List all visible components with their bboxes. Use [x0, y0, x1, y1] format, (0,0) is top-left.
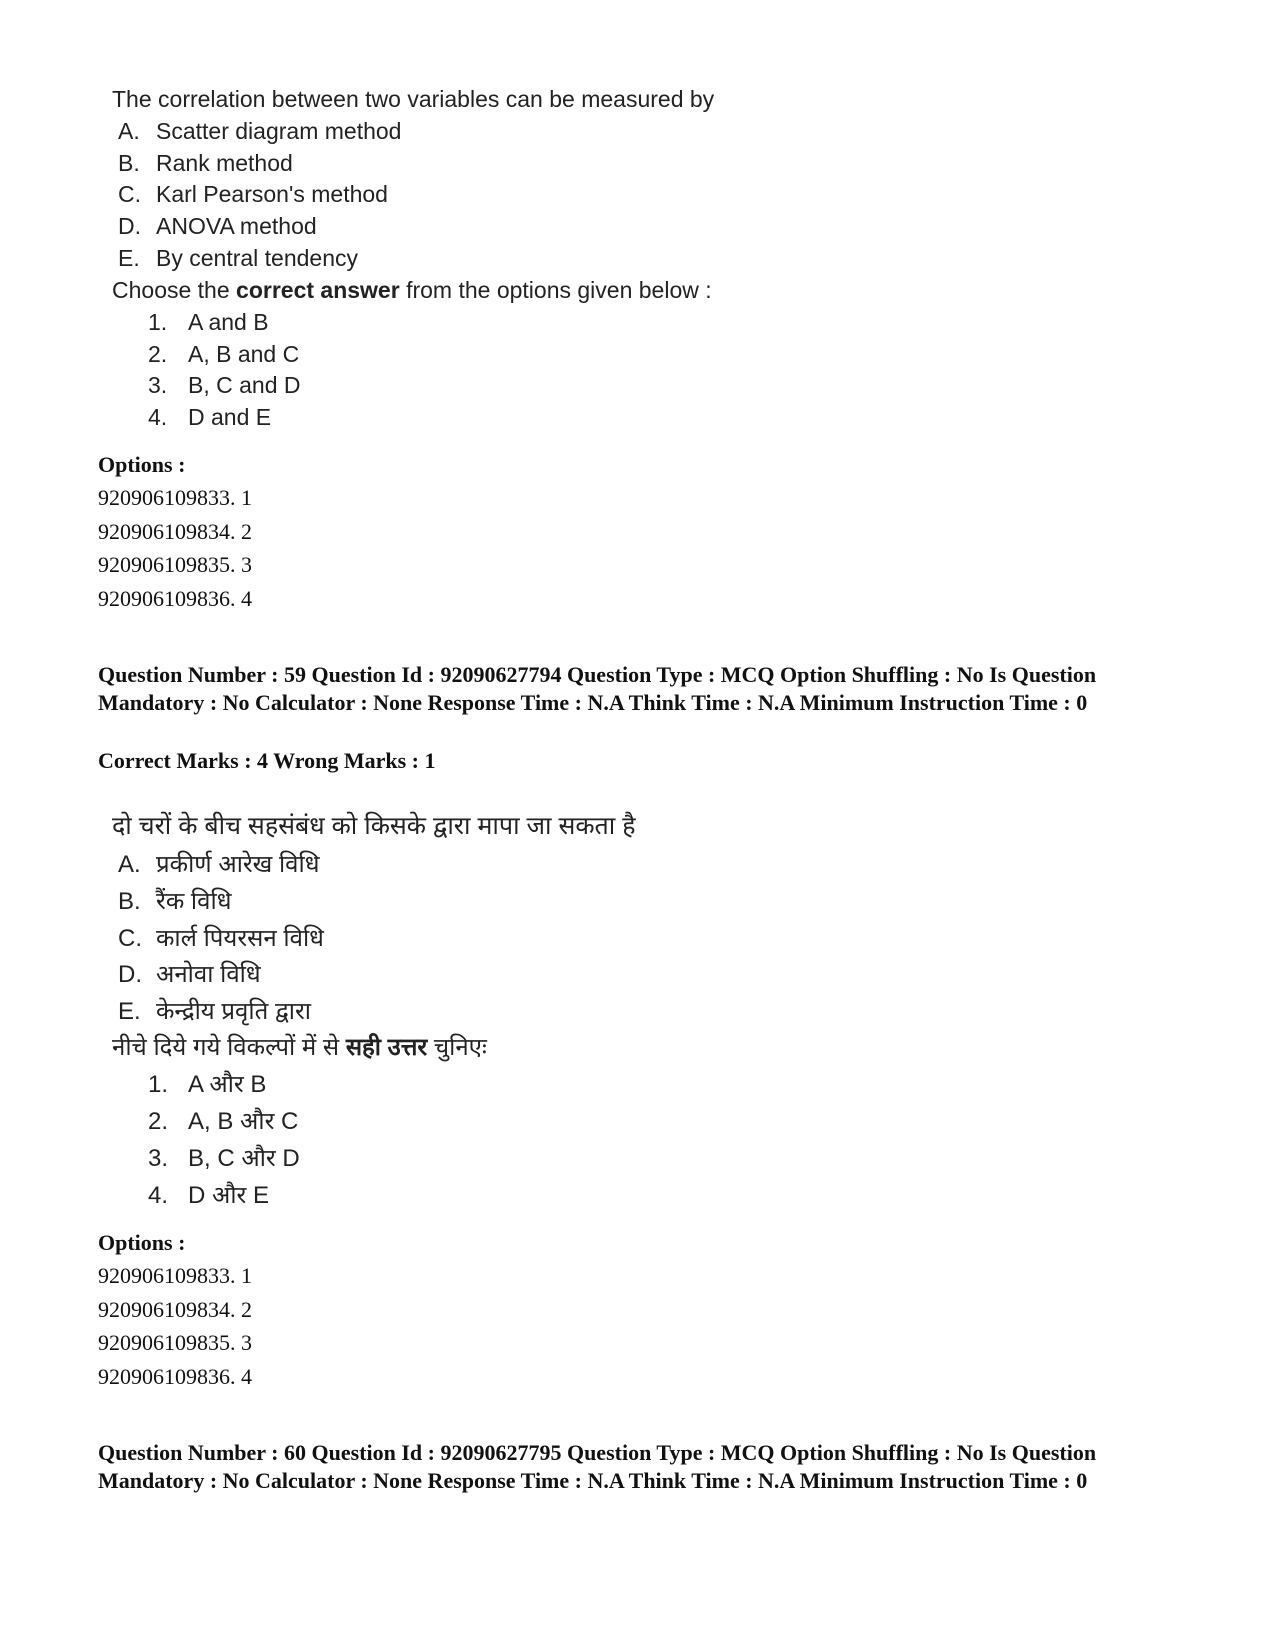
statement-a-en — [118, 118, 401, 145]
statement-d-en — [118, 213, 317, 240]
statement-c-en — [118, 181, 388, 208]
answer-text: B, C and D — [188, 372, 301, 398]
question-stem-hi: दो चरों के बीच सहसंबंध को किसके द्वारा मापा जा सकता है — [112, 812, 636, 840]
statement-letter: C. — [118, 925, 142, 952]
question-meta-60: Question Number : 60 Question Id : 92090627795 Question Type : MCQ Option Shuffling : No Is Question Mandatory : No Calculator : None Response Time : N.A Think Time : N.A Minimum Instruction Time : 0 — [98, 1440, 1097, 1493]
statement-text: Rank method — [156, 150, 293, 176]
statement-text: कार्ल पियरसन विधि — [156, 925, 324, 952]
answer-num: 4. — [148, 1182, 169, 1209]
question-meta-59: Question Number : 59 Question Id : 92090627794 Question Type : MCQ Option Shuffling : No Is Question Mandatory : No Calculator : None Response Time : N.A Think Time : N.A Minimum Instruction Time : 0 — [98, 662, 1097, 715]
answer-4-en — [148, 404, 271, 431]
option-id-1: 920906109833. 1 — [98, 1263, 252, 1288]
option-id-3: 920906109835. 3 — [98, 552, 252, 577]
statement-text: अनोवा विधि — [156, 961, 261, 988]
answer-4-hi — [148, 1178, 269, 1211]
statement-text: रैंक विधि — [156, 888, 232, 915]
answer-2-hi — [148, 1104, 298, 1137]
statement-letter: A. — [118, 118, 140, 144]
option-id-4: 920906109836. 4 — [98, 586, 252, 611]
option-id-4: 920906109836. 4 — [98, 1364, 252, 1389]
statement-d-hi — [118, 957, 261, 990]
answer-text: A and B — [188, 309, 269, 335]
statement-letter: C. — [118, 181, 141, 207]
statement-letter: E. — [118, 998, 141, 1025]
choose-instruction-hi — [112, 1030, 487, 1063]
answer-text: D and E — [188, 404, 272, 430]
answer-num: 2. — [148, 341, 168, 367]
answer-text: A, B और C — [188, 1108, 299, 1135]
statement-letter: E. — [118, 245, 140, 271]
choose-bold: सही उत्तर — [345, 1034, 428, 1061]
answer-num: 4. — [148, 404, 168, 430]
answer-num: 3. — [148, 372, 168, 398]
statement-c-hi — [118, 921, 324, 954]
statement-letter: B. — [118, 888, 141, 915]
option-id-3: 920906109835. 3 — [98, 1330, 252, 1355]
statement-b-hi — [118, 884, 231, 917]
statement-letter: D. — [118, 213, 141, 239]
statement-e-en — [118, 245, 358, 272]
statement-text: By central tendency — [156, 245, 359, 271]
answer-num: 2. — [148, 1108, 169, 1135]
statement-text: प्रकीर्ण आरेख विधि — [156, 851, 320, 878]
answer-num: 1. — [148, 309, 168, 335]
answer-3-en — [148, 372, 301, 399]
statement-text: Karl Pearson's method — [156, 181, 388, 207]
option-id-2: 920906109834. 2 — [98, 1297, 252, 1322]
answer-text: B, C और D — [188, 1145, 300, 1172]
answer-1-hi — [148, 1067, 266, 1100]
answer-2-en — [148, 341, 299, 368]
answer-3-hi — [148, 1141, 300, 1174]
question-stem-en: The correlation between two variables can be measured by — [112, 86, 715, 112]
statement-text: ANOVA method — [156, 213, 317, 239]
answer-text: D और E — [188, 1182, 270, 1209]
answer-text: A, B and C — [188, 341, 300, 367]
statement-letter: D. — [118, 961, 142, 988]
choose-prefix: Choose the — [112, 277, 230, 303]
statement-text: केन्द्रीय प्रवृति द्वारा — [156, 998, 312, 1025]
statement-letter: B. — [118, 150, 140, 176]
choose-bold: correct answer — [236, 277, 400, 303]
marks-59: Correct Marks : 4 Wrong Marks : 1 — [98, 748, 436, 773]
statement-a-hi — [118, 847, 320, 880]
choose-instruction-en — [112, 277, 712, 304]
answer-num: 1. — [148, 1071, 169, 1098]
statement-b-en — [118, 150, 293, 177]
option-id-2: 920906109834. 2 — [98, 519, 252, 544]
answer-1-en — [148, 309, 269, 336]
statement-e-hi — [118, 994, 311, 1027]
statement-letter: A. — [118, 851, 141, 878]
choose-prefix: नीचे दिये गये विकल्पों में से — [112, 1034, 340, 1061]
options-label: Options : — [98, 452, 186, 477]
option-id-1: 920906109833. 1 — [98, 485, 252, 510]
answer-text: A और B — [188, 1071, 267, 1098]
answer-num: 3. — [148, 1145, 169, 1172]
choose-suffix: चुनिएः — [433, 1034, 487, 1061]
options-label: Options : — [98, 1230, 186, 1255]
statement-text: Scatter diagram method — [156, 118, 402, 144]
choose-suffix: from the options given below : — [406, 277, 712, 303]
